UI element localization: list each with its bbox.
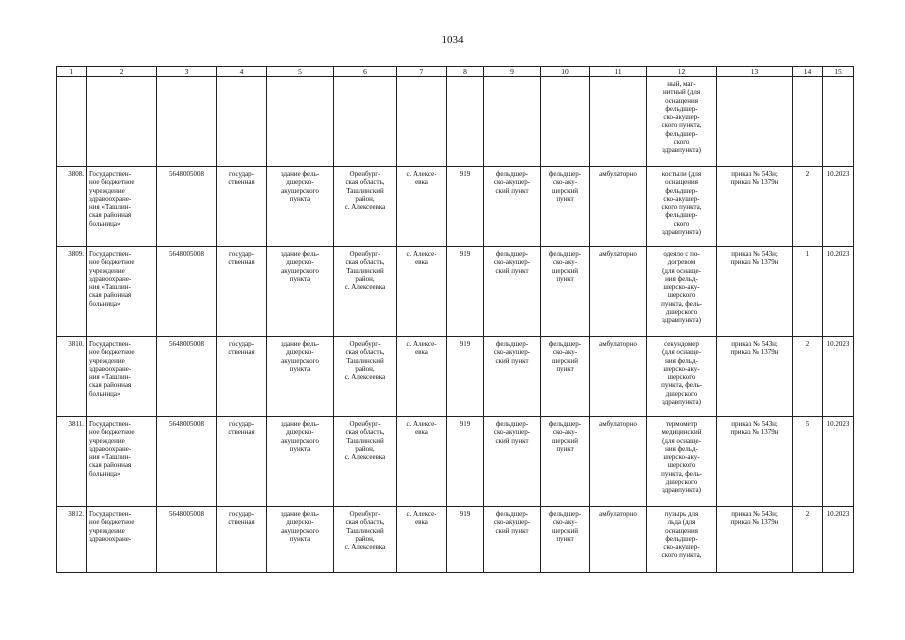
column-header: 1 (57, 67, 87, 77)
unit-type: фельдшер- ско-акушер- ский пункт (484, 417, 541, 507)
building-type: здание фель- дшерско- акушерского пункта (267, 167, 334, 247)
date-cell: 10.2023 (823, 507, 854, 573)
ownership-form: государ- ственная (217, 417, 267, 507)
order-cell: приказ № 543н; приказ № 1379н (717, 507, 793, 573)
column-header: 3 (157, 67, 217, 77)
column-header: 12 (647, 67, 717, 77)
date-cell: 10.2023 (823, 167, 854, 247)
quantity-cell: 2 (793, 507, 823, 573)
code-cell: 919 (447, 167, 484, 247)
column-header: 9 (484, 67, 541, 77)
equipment-cell: секундомер (для оснаще- ния фельд- шерско-аку- шерского пункта, фель- дшерского здравпункта) (647, 337, 717, 417)
locality-cell: с. Алексе- евка (397, 507, 447, 573)
building-type: здание фель- дшерско- акушерского пункта (267, 507, 334, 573)
locality-cell: с. Алексе- евка (397, 247, 447, 337)
building-type: здание фель- дшерско- акушерского пункта (267, 247, 334, 337)
column-header: 6 (334, 67, 397, 77)
unit-type: фельдшер- ско-акушер- ский пункт (484, 337, 541, 417)
ownership-form: государ- ственная (217, 337, 267, 417)
equipment-cell: пузырь для льда (для оснащения фельдшер- ско-акушер- ского пункта, (647, 507, 717, 573)
unit-type: фельдшер- ско-акушер- ский пункт (484, 507, 541, 573)
organization-name: Государствен- ное бюджетное учреждение здравоохране- ния «Ташлин- ская районная больница» (87, 337, 157, 417)
code-cell: 919 (447, 337, 484, 417)
date-cell: 10.2023 (823, 417, 854, 507)
address-cell: Оренбург- ская область, Ташлинский район, с. Алексеевка (334, 167, 397, 247)
inn-cell: 5648005008 (157, 417, 217, 507)
unit-type: фельдшер- ско-акушер- ский пункт (484, 247, 541, 337)
quantity-cell: 2 (793, 337, 823, 417)
equipment-cell: одеяло с по- догревом (для оснаще- ния фельд- шерско-аку- шерского пункта, фель- дшерского здравпункта) (647, 247, 717, 337)
column-header: 13 (717, 67, 793, 77)
row-number: 3812. (57, 507, 87, 573)
column-number-row (57, 67, 854, 77)
continuation-row (57, 77, 854, 167)
quantity-cell: 2 (793, 167, 823, 247)
unit-type-short: фельдшер- ско-аку- шерский пункт (541, 167, 590, 247)
column-header: 4 (217, 67, 267, 77)
order-cell: приказ № 543н; приказ № 1379н (717, 247, 793, 337)
address-cell: Оренбург- ская область, Ташлинский район, с. Алексеевка (334, 247, 397, 337)
table-row (57, 417, 854, 507)
column-header: 10 (541, 67, 590, 77)
building-type: здание фель- дшерско- акушерского пункта (267, 337, 334, 417)
address-cell: Оренбург- ская область, Ташлинский район, с. Алексеевка (334, 337, 397, 417)
order-cell: приказ № 543н; приказ № 1379н (717, 417, 793, 507)
building-type: здание фель- дшерско- акушерского пункта (267, 417, 334, 507)
locality-cell: с. Алексе- евка (397, 417, 447, 507)
equipment-table (56, 66, 854, 573)
unit-type-short: фельдшер- ско-аку- шерский пункт (541, 337, 590, 417)
table-row (57, 337, 854, 417)
column-header: 2 (87, 67, 157, 77)
column-header: 15 (823, 67, 854, 77)
organization-name: Государствен- ное бюджетное учреждение здравоохране- ния «Ташлин- ская районная больница» (87, 167, 157, 247)
code-cell: 919 (447, 417, 484, 507)
table-row (57, 247, 854, 337)
unit-type-short: фельдшер- ско-аку- шерский пункт (541, 507, 590, 573)
unit-type-short: фельдшер- ско-аку- шерский пункт (541, 417, 590, 507)
equipment-cell: ный, маг- нитный (для оснащения фельдшер- ско-акушер- ского пункта, фельдшер- ского здравпункта) (647, 77, 717, 167)
date-cell: 10.2023 (823, 247, 854, 337)
locality-cell: с. Алексе- евка (397, 167, 447, 247)
care-type: амбулаторно (590, 337, 647, 417)
unit-type: фельдшер- ско-акушер- ский пункт (484, 167, 541, 247)
equipment-cell: костыли (для оснащения фельдшер- ско-акушер- ского пункта, фельдшер- ского здравпункта) (647, 167, 717, 247)
column-header: 14 (793, 67, 823, 77)
equipment-cell: термометр медицинский (для оснаще- ния фельд- шерско-аку- шерского пункта, фель- дшерского здравпункта) (647, 417, 717, 507)
organization-name: Государствен- ное бюджетное учреждение здравоохране- ния «Ташлин- ская районная больница» (87, 247, 157, 337)
inn-cell: 5648005008 (157, 167, 217, 247)
row-number: 3811. (57, 417, 87, 507)
quantity-cell: 5 (793, 417, 823, 507)
code-cell: 919 (447, 247, 484, 337)
column-header: 7 (397, 67, 447, 77)
inn-cell: 5648005008 (157, 507, 217, 573)
locality-cell: с. Алексе- евка (397, 337, 447, 417)
organization-name: Государствен- ное бюджетное учреждение здравоохране- ния «Ташлин- ская районная больница» (87, 417, 157, 507)
row-number: 3810. (57, 337, 87, 417)
quantity-cell: 1 (793, 247, 823, 337)
ownership-form: государ- ственная (217, 247, 267, 337)
address-cell: Оренбург- ская область, Ташлинский район, с. Алексеевка (334, 417, 397, 507)
date-cell: 10.2023 (823, 337, 854, 417)
care-type: амбулаторно (590, 167, 647, 247)
column-header: 5 (267, 67, 334, 77)
row-number: 3809. (57, 247, 87, 337)
care-type: амбулаторно (590, 247, 647, 337)
order-cell: приказ № 543н; приказ № 1379н (717, 337, 793, 417)
care-type: амбулаторно (590, 507, 647, 573)
row-number: 3808. (57, 167, 87, 247)
page-number: 1034 (441, 34, 464, 46)
ownership-form: государ- ственная (217, 507, 267, 573)
care-type: амбулаторно (590, 417, 647, 507)
column-header: 11 (590, 67, 647, 77)
organization-name: Государствен- ное бюджетное учреждение здравоохране- (87, 507, 157, 573)
table-row (57, 507, 854, 573)
unit-type-short: фельдшер- ско-аку- шерский пункт (541, 247, 590, 337)
inn-cell: 5648005008 (157, 247, 217, 337)
table-row (57, 167, 854, 247)
ownership-form: государ- ственная (217, 167, 267, 247)
code-cell: 919 (447, 507, 484, 573)
address-cell: Оренбург- ская область, Ташлинский район, с. Алексеевка (334, 507, 397, 573)
column-header: 8 (447, 67, 484, 77)
inn-cell: 5648005008 (157, 337, 217, 417)
order-cell: приказ № 543н; приказ № 1379н (717, 167, 793, 247)
